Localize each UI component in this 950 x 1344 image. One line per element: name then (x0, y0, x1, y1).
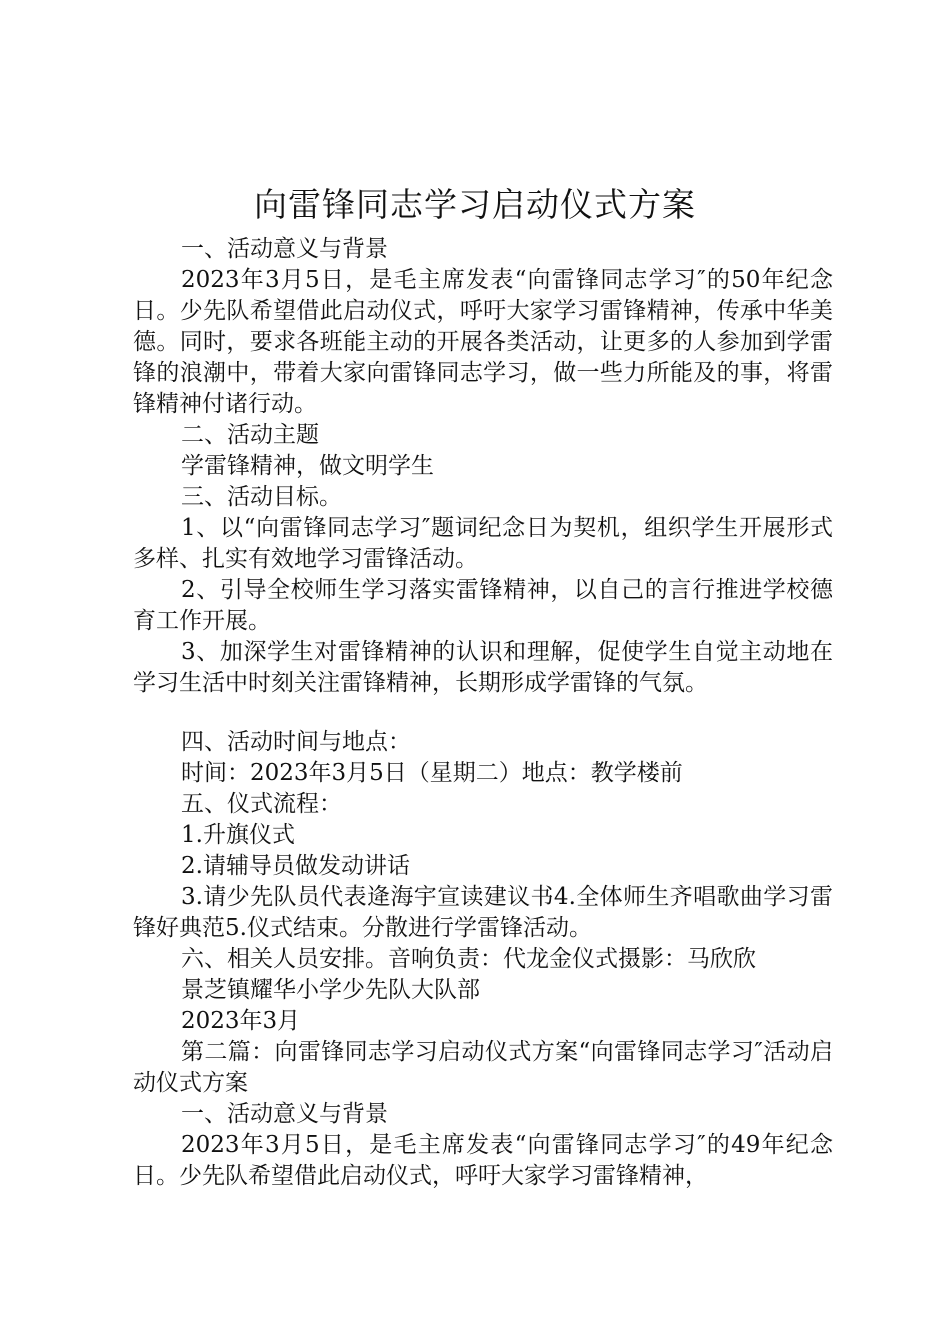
goal-item-2: 2、引导全校师生学习落实雷锋精神，以自己的言行推进学校德育工作开展。 (133, 577, 833, 634)
procedure-item-3: 3.请少先队员代表逄海宇宣读建议书4.全体师生齐唱歌曲学习雷锋好典范5.仪式结束。分散进行学雷锋活动。 (133, 884, 833, 941)
procedure-item-1: 1.升旗仪式 (181, 822, 295, 848)
paragraph-time-place: 时间：2023年3月5日（星期二）地点：教学楼前 (181, 760, 683, 786)
second-article-heading: 第二篇：向雷锋同志学习启动仪式方案“向雷锋同志学习″活动启动仪式方案 (133, 1039, 833, 1096)
goal-item-1: 1、以“向雷锋同志学习″题词纪念日为契机，组织学生开展形式多样、扎实有效地学习雷锋活动。 (133, 515, 833, 572)
document-date: 2023年3月 (181, 1008, 301, 1034)
paragraph-gap (133, 699, 833, 727)
section-heading-time-place: 四、活动时间与地点： (181, 729, 411, 755)
paragraph-background: 2023年3月5日，是毛主席发表“向雷锋同志学习″的50年纪念日。少先队希望借此启动仪式，呼吁大家学习雷锋精神，传承中华美德。同时，要求各班能主动的开展各类活动，让更多的人参加到学雷锋的浪潮中，带着大家向雷锋同志学习，做一些力所能及的事，将雷锋精神付诸行动。 (133, 267, 833, 417)
organizer-name: 景芝镇耀华小学少先队大队部 (181, 977, 480, 1003)
procedure-item-2: 2.请辅导员做发动讲话 (181, 853, 410, 879)
section-heading-background-2: 一、活动意义与背景 (181, 1101, 388, 1127)
section-heading-goals: 三、活动目标。 (181, 484, 342, 510)
goal-item-3: 3、加深学生对雷锋精神的认识和理解，促使学生自觉主动地在学习生活中时刻关注雷锋精神，长期形成学雷锋的气氛。 (133, 639, 833, 696)
section-heading-theme: 二、活动主题 (181, 422, 319, 448)
paragraph-theme: 学雷锋精神，做文明学生 (181, 453, 434, 479)
paragraph-background-2: 2023年3月5日，是毛主席发表“向雷锋同志学习″的49年纪念日。少先队希望借此启动仪式，呼吁大家学习雷锋精神， (133, 1132, 833, 1189)
section-heading-procedure: 五、仪式流程： (181, 791, 342, 817)
section-heading-background: 一、活动意义与背景 (181, 236, 388, 262)
section-heading-staff: 六、相关人员安排。音响负责：代龙金仪式摄影：马欣欣 (181, 946, 756, 972)
document-body (133, 234, 833, 1192)
document-title: 向雷锋同志学习启动仪式方案 (254, 185, 696, 224)
